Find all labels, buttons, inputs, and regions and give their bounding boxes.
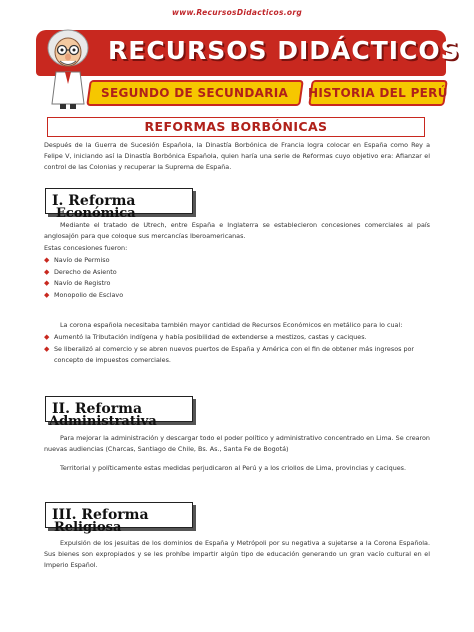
- section-economic-paragraph: Mediante el tratado de Utrech, entre España e Inglaterra se establecieron concesiones comerciales al país anglosajón para que coloque sus mercancías Iberoamericanas.: [44, 221, 430, 241]
- bullet-icon: ◆: [44, 333, 50, 341]
- subject-badge: [308, 80, 448, 106]
- section-administrative-heading: II. Reforma: [52, 401, 143, 417]
- section-administrative-heading-overflow: Administrativa: [49, 414, 157, 429]
- grade-badge: [86, 80, 304, 106]
- bullet-icon: ◆: [44, 290, 50, 299]
- section-religious-heading-overflow: Religiosa: [54, 520, 122, 535]
- section-administrative-paragraph: Para mejorar la administración y descargar todo el poder político y administrativo concentrado en Lima. Se crearon nuevas audiencias (Charcas, Santiago de Chile, Bs. As., Santa Fe de Bogotá): [44, 434, 430, 454]
- list-item: ◆ Monopolio de Esclavo: [44, 290, 430, 302]
- bullet-icon: ◆: [44, 256, 50, 264]
- site-url[interactable]: www.RecursosDidacticos.org: [172, 8, 302, 17]
- intro-paragraph: Después de la Guerra de Sucesión Española, la Dinastía Borbónica de Francia logra colocar en España como Rey a Felipe V, iniciando así la Dinastía Borbónica Española, quien haría una serie de Reformas cuyo objetivo era: Afianzar el control de las Colonias y recuperar la Suprema de España.: [44, 141, 430, 172]
- section-religious-paragraph: Expulsión de los jesuitas de los dominios de España y Metrópoli por su negativa a sujetarse a la Corona Española. Sus bienes son expropiados y se les prohíbe impartir algún tipo de educación generando un gran vacío cultural en el Imperio Español.: [44, 539, 430, 570]
- header-banner: [36, 24, 460, 110]
- banner-title: RECURSOS DIDÁCTICOS: [108, 36, 460, 65]
- list-item: ◆ Se liberalizó al comercio y se abren nuevos puertos de España y América con el fin de obtener más ingresos por concepto de impuestos comerciales.: [44, 344, 415, 365]
- bullet-icon: ◆: [44, 267, 50, 276]
- list-item: ◆ Navío de Permiso: [44, 255, 430, 267]
- subject-label: HISTORIA DEL PERÚ: [308, 86, 448, 100]
- list-item: ◆ Aumentó la Tributación indígena y había posibilidad de extenderse a mestizos, castas y caciques.: [44, 332, 430, 344]
- list-item: ◆ Navío de Registro: [44, 278, 430, 290]
- section-administrative-paragraph-2: Territorial y políticamente estas medidas perjudicaron al Perú y a los criollos de Lima, provincias y caciques.: [60, 464, 407, 472]
- section-economic-heading-overflow: Económica: [56, 206, 136, 221]
- section-economic-paragraph-2: La corona española necesitaba también mayor cantidad de Recursos Económicos en metálico para lo cual:: [60, 321, 403, 329]
- list-item: ◆ Derecho de Asiento: [44, 267, 430, 279]
- document-title: REFORMAS BORBÓNICAS: [144, 119, 328, 134]
- document-title-box: [47, 117, 425, 137]
- section-economic-heading: I. Reforma: [52, 193, 136, 209]
- section-economic-list-intro: Estas concesiones fueron:: [44, 244, 128, 252]
- bullet-icon: ◆: [44, 344, 50, 353]
- economic-measures-list: [44, 332, 430, 367]
- professor-mascot-icon: [38, 24, 98, 110]
- section-religious-heading: III. Reforma: [52, 507, 149, 523]
- concessions-list: [44, 255, 430, 301]
- grade-label: SEGUNDO DE SECUNDARIA: [101, 86, 289, 100]
- bullet-icon: ◆: [44, 279, 50, 288]
